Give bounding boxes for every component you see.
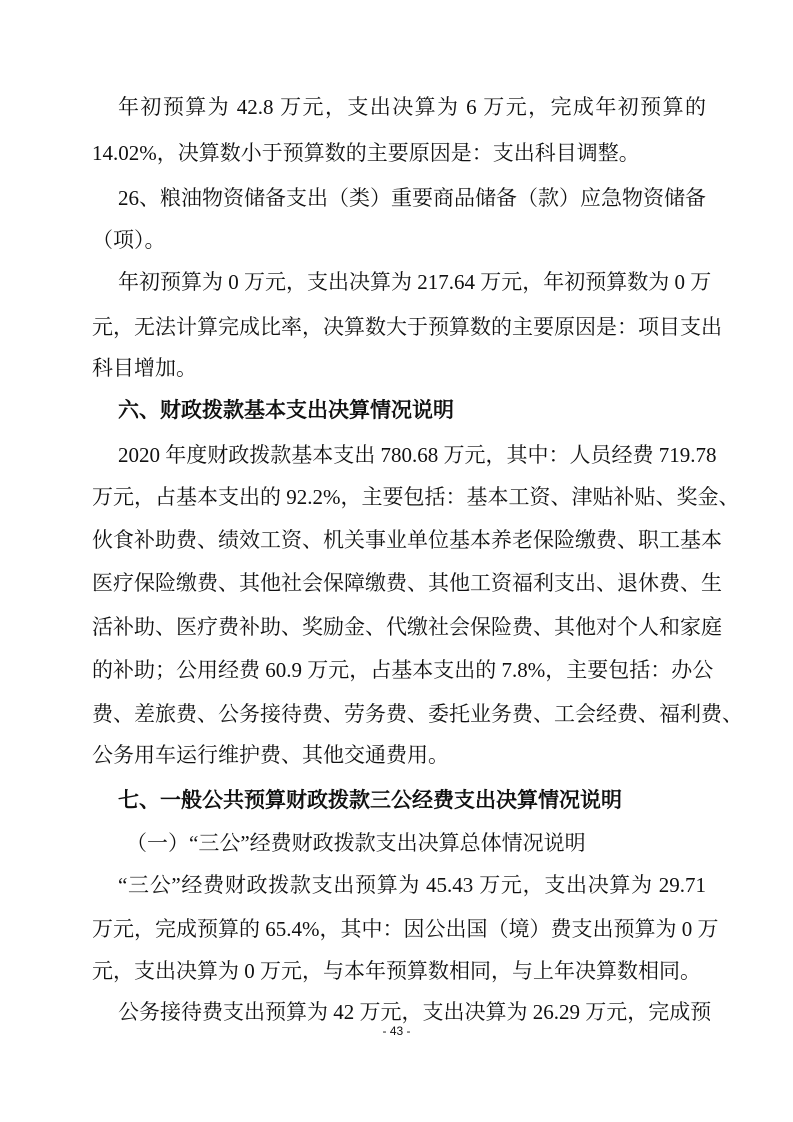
body-text-line: 年初预算为 42.8 万元，支出决算为 6 万元，完成年初预算的 [118, 95, 706, 119]
body-text-line: 万元，完成预算的 65.4%，其中：因公出国（境）费支出预算为 0 万 [92, 917, 719, 941]
body-text-line: 年初预算为 0 万元，支出决算为 217.64 万元，年初预算数为 0 万 [118, 270, 712, 294]
body-text-line: 14.02%，决算数小于预算数的主要原因是：支出科目调整。 [92, 141, 640, 165]
section-heading-6: 六、财政拨款基本支出决算情况说明 [118, 398, 454, 422]
section-heading-7: 七、一般公共预算财政拨款三公经费支出决算情况说明 [118, 788, 622, 812]
item-heading-26: 26、粮油物资储备支出（类）重要商品储备（款）应急物资储备 [118, 186, 706, 210]
body-text-line: （项）。 [92, 228, 166, 252]
body-text-line: 公务接待费支出预算为 42 万元，支出决算为 26.29 万元，完成预 [118, 1000, 712, 1024]
body-text-line: 元，无法计算完成比率，决算数大于预算数的主要原因是：项目支出 [92, 315, 722, 339]
body-text-line: 医疗保险缴费、其他社会保障缴费、其他工资福利支出、退休费、生 [92, 571, 722, 595]
body-text-line: 伙食补助费、绩效工资、机关事业单位基本养老保险缴费、职工基本 [92, 528, 722, 552]
body-text-line: 活补助、医疗费补助、奖励金、代缴社会保险费、其他对个人和家庭 [92, 615, 722, 639]
body-text-line: 费、差旅费、公务接待费、劳务费、委托业务费、工会经费、福利费、 [92, 702, 743, 726]
body-text-line: 的补助；公用经费 60.9 万元，占基本支出的 7.8%，主要包括：办公 [92, 658, 714, 682]
page-number: - 43 - [382, 1024, 411, 1038]
body-text-line: 元，支出决算为 0 万元，与本年预算数相同，与上年决算数相同。 [92, 959, 701, 983]
subsection-heading: （一）“三公”经费财政拨款支出决算总体情况说明 [126, 831, 586, 855]
body-text-line: 公务用车运行维护费、其他交通费用。 [92, 743, 449, 767]
body-text-line: 科目增加。 [92, 356, 197, 380]
body-text-line: “三公”经费财政拨款支出预算为 45.43 万元，支出决算为 29.71 [118, 873, 706, 897]
body-text-line: 2020 年度财政拨款基本支出 780.68 万元，其中：人员经费 719.78 [118, 443, 717, 467]
body-text-line: 万元，占基本支出的 92.2%，主要包括：基本工资、津贴补贴、奖金、 [92, 485, 740, 509]
